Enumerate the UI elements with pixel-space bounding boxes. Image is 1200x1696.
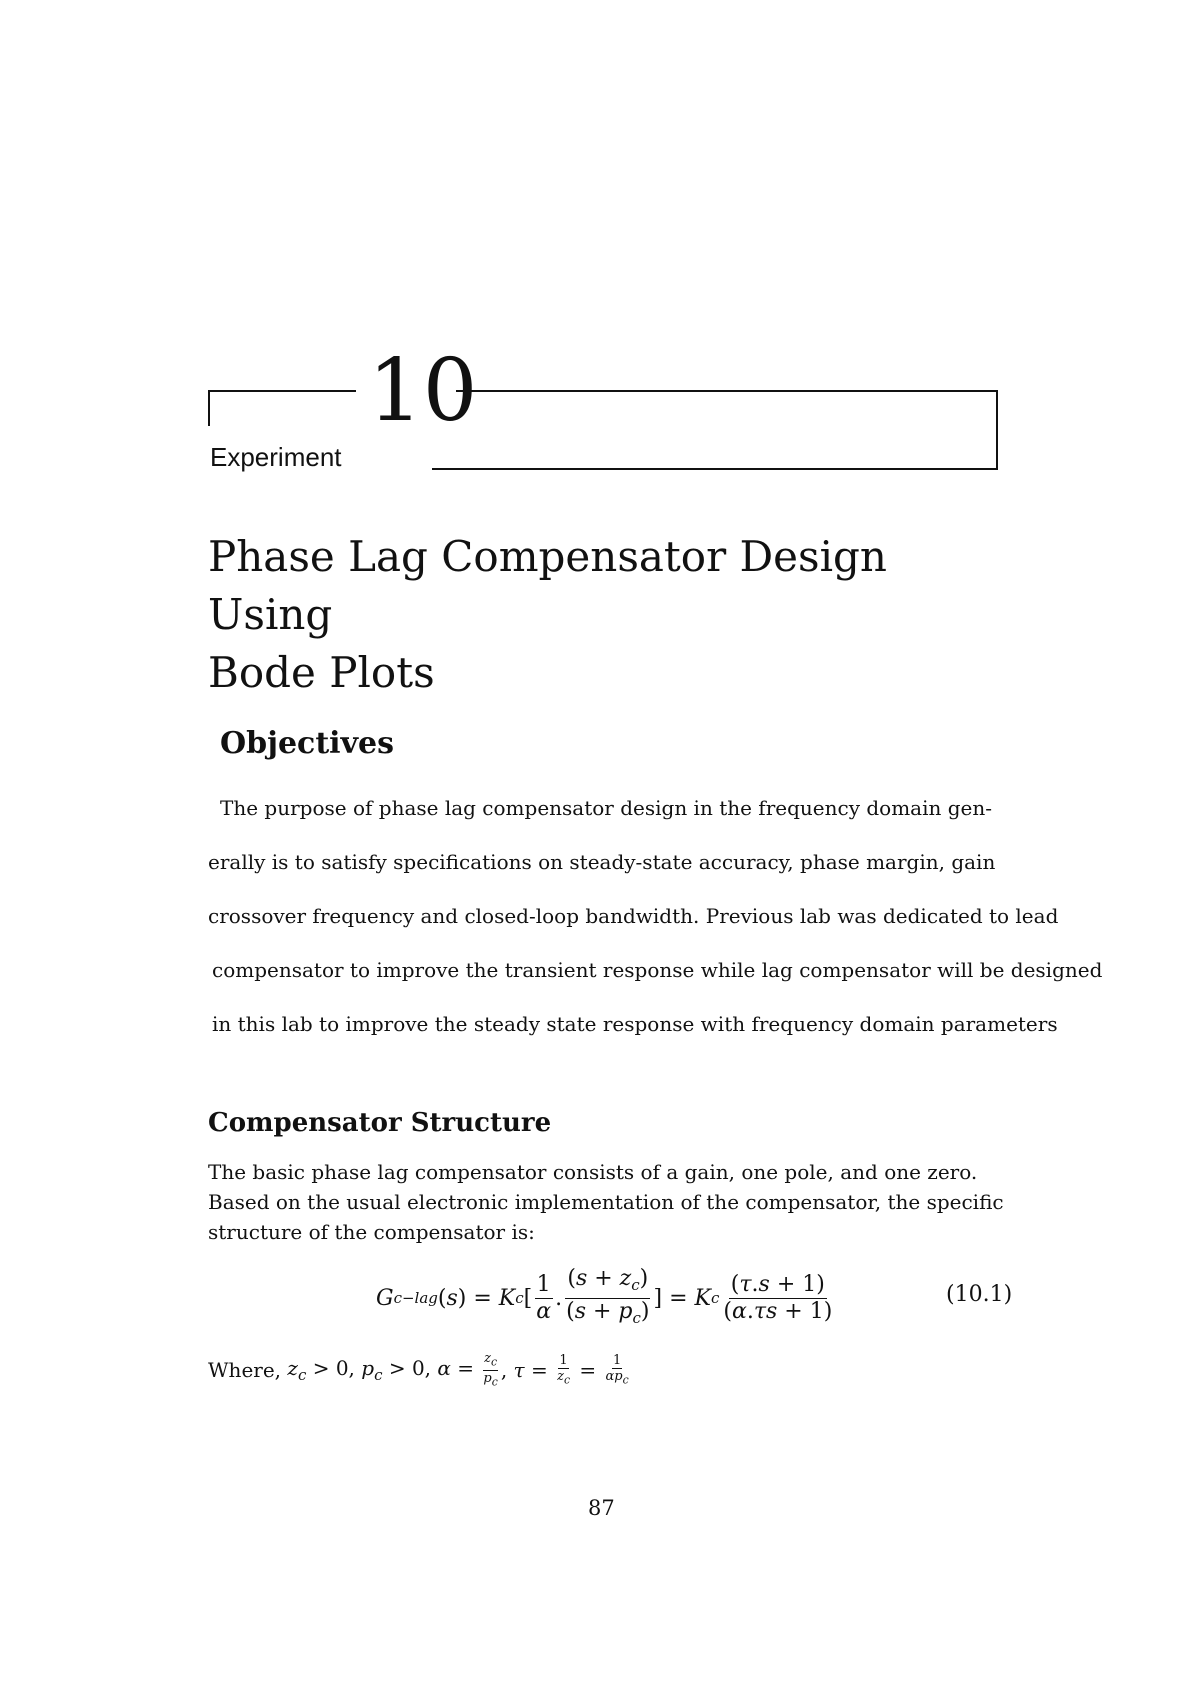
objectives-line-4: compensator to improve the transient response while lag compensator will be designed	[212, 958, 1103, 982]
chapter-frame-top-right-rule	[456, 390, 998, 392]
chapter-label: Experiment	[210, 442, 342, 472]
structure-line-3: structure of the compensator is:	[208, 1220, 535, 1244]
chapter-title	[208, 528, 1008, 702]
chapter-frame-top-left-rule	[208, 390, 356, 392]
structure-line-1: The basic phase lag compensator consists of a gain, one pole, and one zero.	[208, 1160, 978, 1184]
chapter-number: 10	[368, 341, 478, 441]
chapter-title-line-2: Bode Plots	[208, 648, 435, 697]
structure-heading: Compensator Structure	[208, 1108, 552, 1138]
structure-line-2: Based on the usual electronic implementation of the compensator, the specific	[208, 1190, 1004, 1214]
objectives-line-2: erally is to satisfy specifications on steady-state accuracy, phase margin, gain	[208, 850, 996, 874]
chapter-frame-bottom-rule	[432, 468, 998, 470]
objectives-line-3: crossover frequency and closed-loop bandwidth. Previous lab was dedicated to lead	[208, 904, 1059, 928]
page-number: 87	[588, 1496, 615, 1520]
objectives-line-5: in this lab to improve the steady state response with frequency domain parameters	[212, 1012, 1058, 1036]
chapter-frame-left-rule	[208, 390, 210, 426]
where-label: Where,	[208, 1358, 282, 1382]
objectives-heading: Objectives	[220, 726, 394, 761]
objectives-line-1: The purpose of phase lag compensator design in the frequency domain gen-	[220, 796, 993, 820]
chapter-title-line-1: Phase Lag Compensator Design Using	[208, 532, 887, 639]
equation-number: (10.1)	[946, 1282, 1013, 1307]
compensator-equation: G c−lag ( s ) = K c [ $\frac{1}{\alpha}$ . $\frac{(s + z_c)}{(s + p_c)}$ ] = K c $\frac{(\tau.s + 1)}{(\alpha.\tau s + 1)}$	[376, 1265, 833, 1327]
equation-conditions: Where, $z_c > 0$, $p_c > 0$, α = $\frac{z_c}{p_c}$ , τ = $\frac{1}{z_c}$ = $\frac{1}{\alpha p_c}$	[208, 1350, 629, 1389]
chapter-frame-right-rule	[996, 390, 998, 470]
